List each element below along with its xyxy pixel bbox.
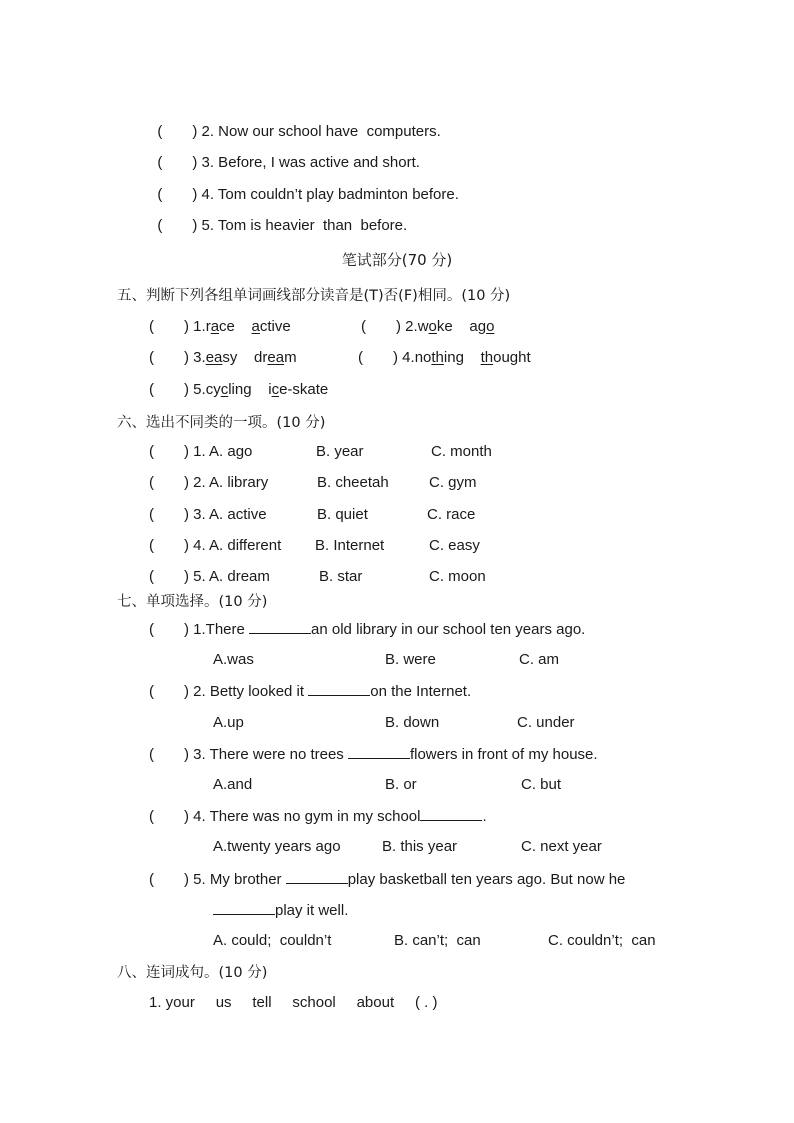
section5-row-1b: ( ) 2.woke ago — [361, 318, 495, 335]
section7-question-1: ( ) 1.There an old library in our school ten years ago. — [149, 621, 586, 638]
listening-item-5: ( ) 5. Tom is heavier than before. — [157, 217, 408, 234]
written-part-title: 笔试部分(70 分) — [341, 251, 453, 269]
section5-row-1a: ( ) 1.race active — [149, 318, 291, 335]
section5-row-2b: ( ) 4.nothing thought — [358, 349, 531, 366]
section5-row-3: ( ) 5.cycling ice-skate — [149, 381, 329, 398]
listening-item-2: ( ) 2. Now our school have computers. — [157, 123, 441, 140]
section7-question-2: ( ) 2. Betty looked it on the Internet. — [149, 683, 472, 700]
section8-question-1: 1. your us tell school about ( . ) — [149, 994, 438, 1011]
section7-title: 七、单项选择。(10 分) — [117, 594, 268, 610]
listening-item-4: ( ) 4. Tom couldn’t play badminton before. — [157, 186, 459, 203]
section5-row-2a: ( ) 3.easy dream — [149, 349, 297, 366]
listening-item-3: ( ) 3. Before, I was active and short. — [157, 154, 420, 171]
section7-question-5-cont: play it well. — [213, 900, 348, 921]
section6-title: 六、选出不同类的一项。(10 分) — [117, 415, 326, 431]
section7-question-4: ( ) 4. There was no gym in my school . — [149, 808, 487, 825]
section7-question-5: ( ) 5. My brother play basketball ten years ago. But now he — [149, 871, 626, 888]
section8-title: 八、连词成句。(10 分) — [117, 965, 268, 981]
section5-title: 五、判断下列各组单词画线部分读音是(T)否(F)相同。(10 分) — [117, 288, 511, 304]
section7-question-3: ( ) 3. There were no trees flowers in front of my house. — [149, 746, 598, 763]
